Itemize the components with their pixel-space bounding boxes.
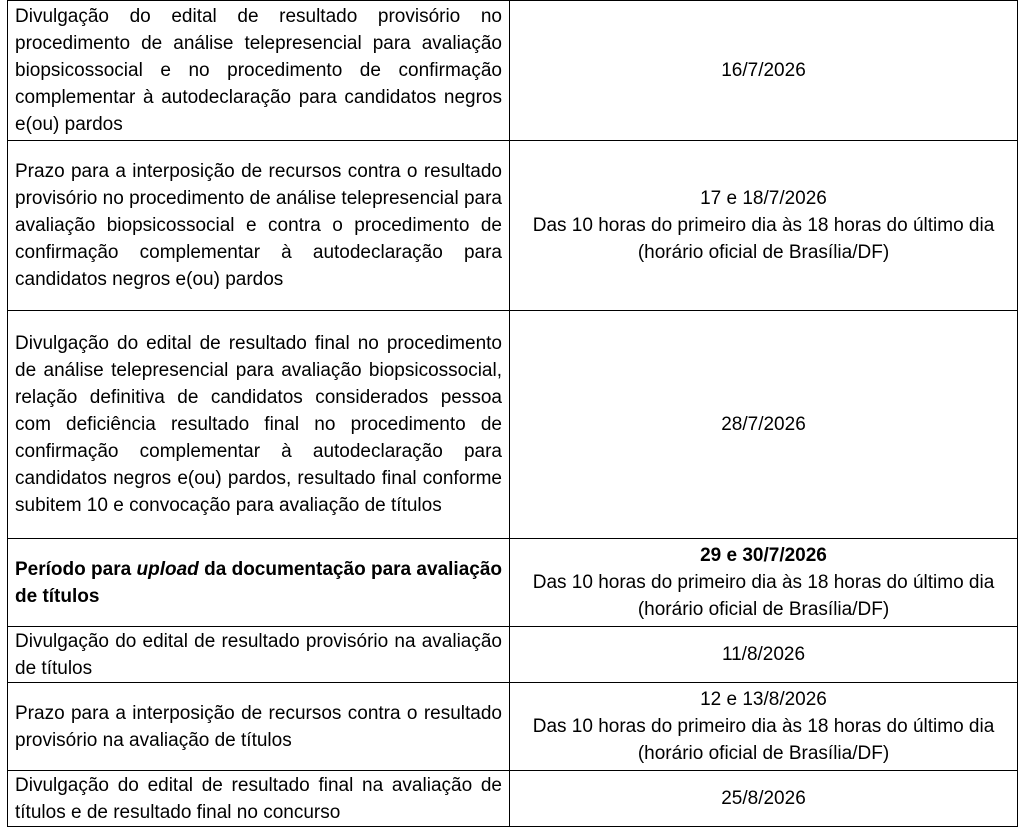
event-date: 16/7/2026	[721, 60, 806, 81]
event-description	[8, 539, 510, 627]
event-description-part: Período para	[15, 558, 137, 580]
table-row	[8, 771, 1018, 827]
event-description: Divulgação do edital de resultado final na avaliação de títulos e de resultado final no concurso	[8, 771, 510, 827]
event-description: Divulgação do edital de resultado provisório no procedimento de análise telepresencial para avaliação biopsicossocial e no procedimento de confirmação complementar à autodeclaração para candidatos negros e(ou) pardos	[8, 1, 510, 141]
event-date-cell	[510, 141, 1018, 311]
table-row	[8, 627, 1018, 683]
event-date-cell	[510, 771, 1018, 827]
table-row	[8, 539, 1018, 627]
table-row	[8, 141, 1018, 311]
table-row	[8, 311, 1018, 539]
event-date-cell	[510, 539, 1018, 627]
event-date: 25/8/2026	[721, 788, 806, 809]
event-description: Divulgação do edital de resultado provisório na avaliação de títulos	[8, 627, 510, 683]
schedule-table	[7, 0, 1018, 827]
event-date-cell	[510, 683, 1018, 771]
event-description: Divulgação do edital de resultado final no procedimento de análise telepresencial para avaliação biopsicossocial, relação definitiva de candidatos considerados pessoa com deficiência resultado final no procedimento de confirmação complementar à autodeclaração para candidatos negros e(ou) pardos, resultado final conforme subitem 10 e convocação para avaliação de títulos	[8, 311, 510, 539]
event-date-cell	[510, 1, 1018, 141]
event-date-cell	[510, 311, 1018, 539]
table-row	[8, 683, 1018, 771]
event-date: 29 e 30/7/2026	[700, 545, 827, 566]
event-description: Prazo para a interposição de recursos contra o resultado provisório na avaliação de títulos	[8, 683, 510, 771]
event-date-detail: Das 10 horas do primeiro dia às 18 horas do último dia (horário oficial de Brasília/DF)	[532, 716, 995, 764]
event-date: 12 e 13/8/2026	[700, 689, 827, 710]
event-description-part: da documentação para avaliação de títulos	[15, 558, 502, 607]
event-date-detail: Das 10 horas do primeiro dia às 18 horas do último dia (horário oficial de Brasília/DF)	[532, 572, 995, 620]
event-date: 17 e 18/7/2026	[700, 188, 827, 209]
event-date-detail: Das 10 horas do primeiro dia às 18 horas do último dia (horário oficial de Brasília/DF)	[532, 215, 995, 263]
table-row	[8, 1, 1018, 141]
event-date: 11/8/2026	[721, 644, 806, 665]
event-date-cell	[510, 627, 1018, 683]
event-description-emphasis: upload	[136, 558, 199, 580]
event-date: 28/7/2026	[721, 414, 806, 435]
event-description: Prazo para a interposição de recursos contra o resultado provisório no procedimento de análise telepresencial para avaliação biopsicossocial e contra o procedimento de confirmação complementar à autodeclaração para candidatos negros e(ou) pardos	[8, 141, 510, 311]
